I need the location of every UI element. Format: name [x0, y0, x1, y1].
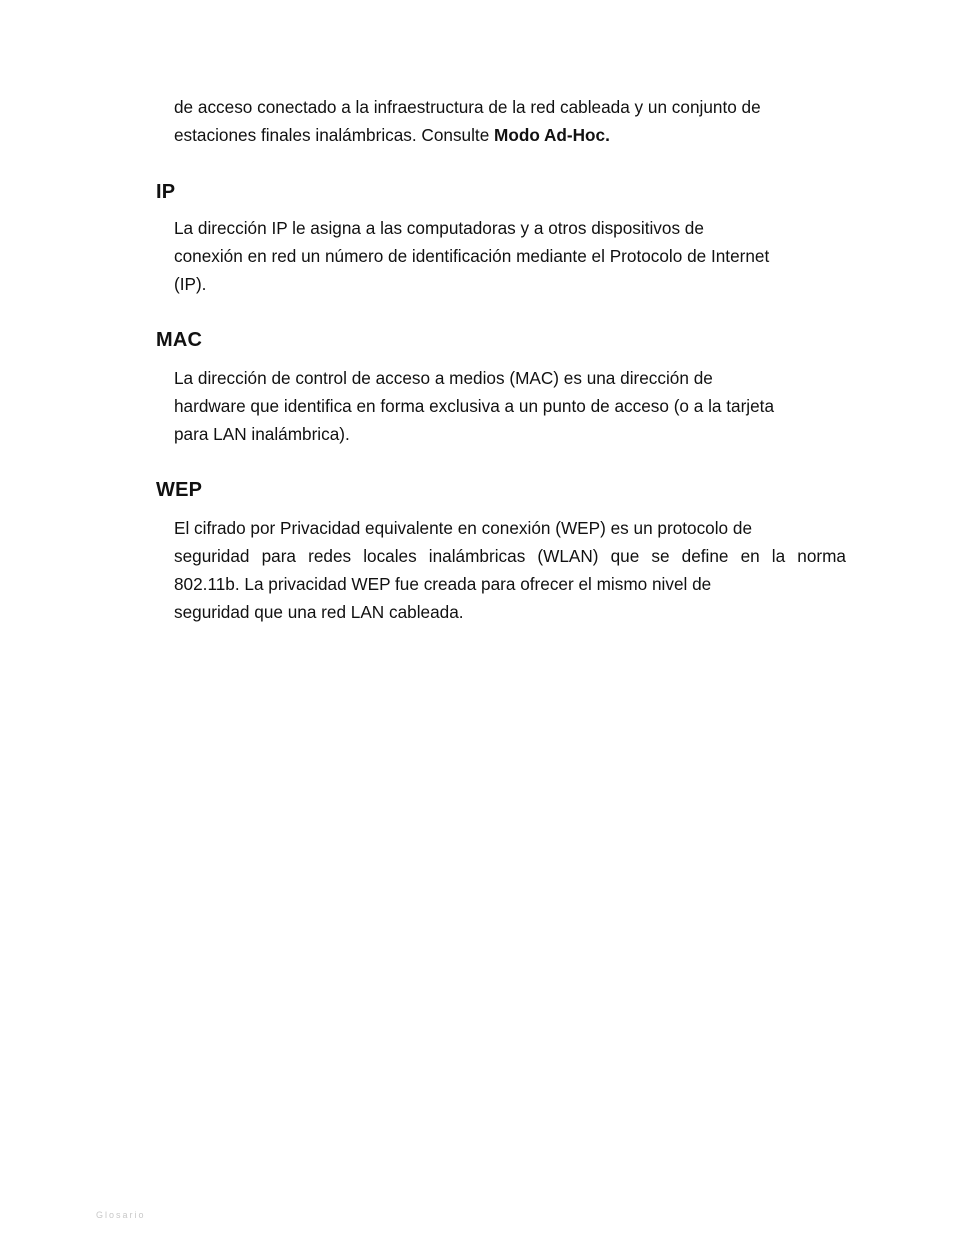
intro-paragraph: [174, 93, 846, 149]
wep-line-3: 802.11b. La privacidad WEP fue creada para ofrecer el mismo nivel de: [174, 574, 712, 594]
wep-paragraph: [174, 514, 846, 626]
heading-mac: MAC: [156, 329, 203, 351]
wep-line-2: seguridad para redes locales inalámbricas (WLAN) que se define en la norma: [174, 546, 846, 566]
mac-paragraph: [174, 364, 846, 448]
ip-line-1: La dirección IP le asigna a las computadoras y a otros dispositivos de: [174, 218, 704, 238]
page-footer-mark: Glosario: [96, 1210, 146, 1220]
mac-line-1: La dirección de control de acceso a medios (MAC) es una dirección de: [174, 368, 713, 388]
wep-line-1: El cifrado por Privacidad equivalente en conexión (WEP) es un protocolo de: [174, 518, 753, 538]
mac-line-2: hardware que identifica en forma exclusiva a un punto de acceso (o a la tarjeta: [174, 396, 775, 416]
modo-ad-hoc-reference: Modo Ad-Hoc.: [494, 125, 610, 145]
ip-line-2: conexión en red un número de identificación mediante el Protocolo de Internet: [174, 246, 770, 266]
wep-line-4: seguridad que una red LAN cableada.: [174, 602, 464, 622]
intro-line-1: de acceso conectado a la infraestructura de la red cableada y un conjunto de: [174, 97, 761, 117]
intro-line-2-text: estaciones finales inalámbricas. Consulte: [174, 125, 495, 145]
ip-paragraph: [174, 214, 846, 298]
heading-wep: WEP: [156, 479, 203, 501]
intro-line-2: [174, 121, 846, 149]
ip-line-3: (IP).: [174, 274, 207, 294]
heading-ip: IP: [156, 181, 176, 203]
mac-line-3: para LAN inalámbrica).: [174, 424, 350, 444]
